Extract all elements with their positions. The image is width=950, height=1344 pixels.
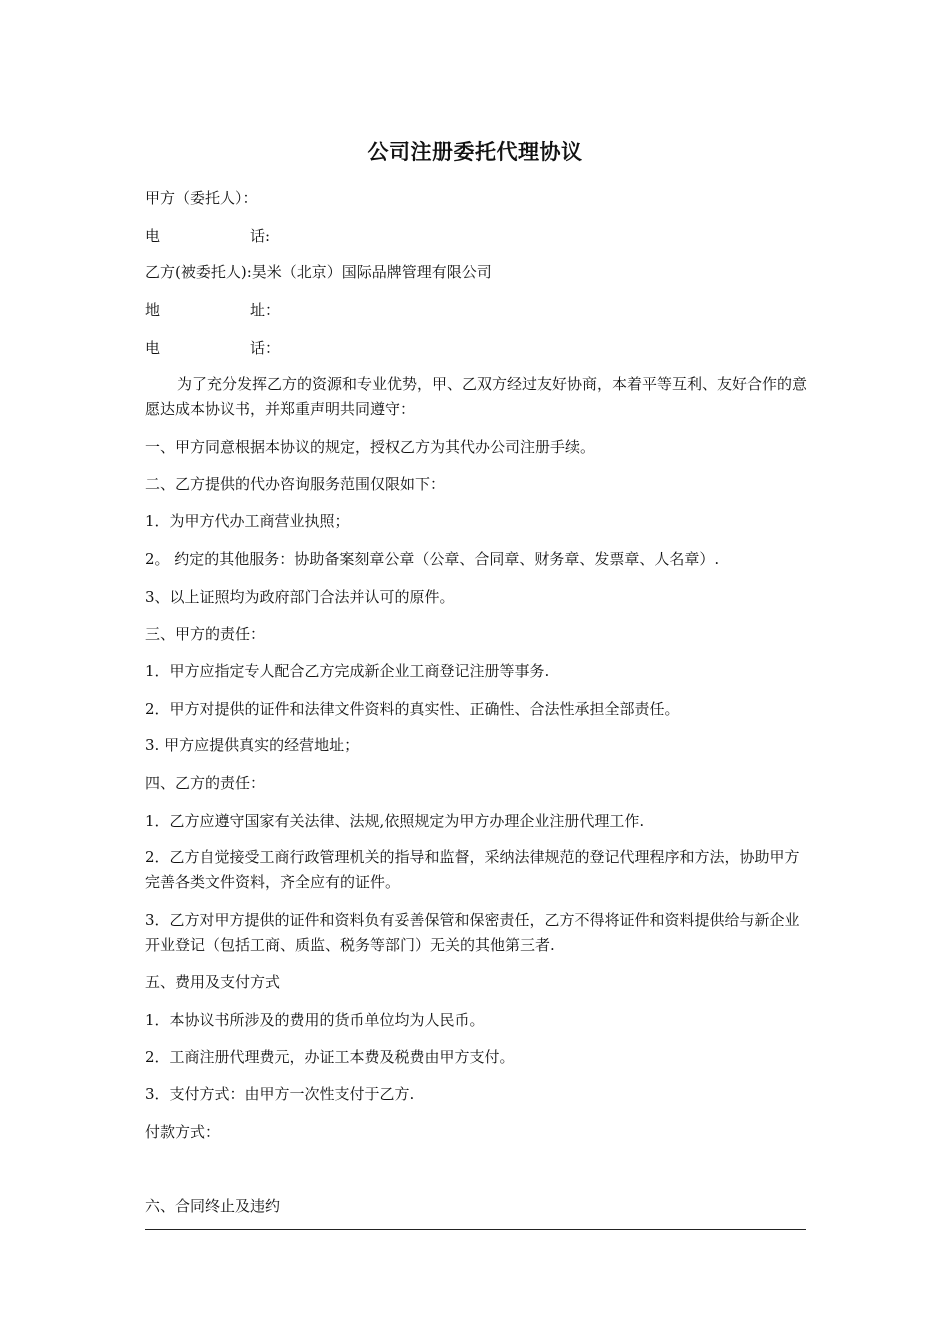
section-3-item-2: 2．甲方对提供的证件和法律文件资料的真实性、正确性、合法性承担全部责任。	[145, 700, 680, 718]
section-2-item-3: 3、以上证照均为政府部门合法并认可的原件。	[145, 588, 455, 606]
party-a-phone-char2: 话:	[250, 227, 271, 245]
section-2-item-2: 2。 约定的其他服务：协助备案刻章公章（公章、合同章、财务章、发票章、人名章）.	[145, 550, 720, 568]
party-a-label: 甲方（委托人）：	[145, 189, 258, 207]
party-b-phone	[145, 336, 810, 361]
party-b-address-char1: 地	[145, 301, 161, 319]
section-5-item-2: 2．工商注册代理费元，办证工本费及税费由甲方支付。	[145, 1048, 515, 1066]
section-5-item-1: 1．本协议书所涉及的费用的货币单位均为人民币。	[145, 1011, 485, 1029]
section-3-item-3: 3. 甲方应提供真实的经营地址；	[145, 736, 360, 754]
party-a-phone-char1: 电	[145, 227, 161, 245]
section-4-item-2: 2．乙方自觉接受工商行政管理机关的指导和监督，采纳法律规范的登记代理程序和方法，协助甲方完善各类文件资料，齐全应有的证件。	[145, 848, 800, 891]
document-title: 公司注册委托代理协议	[367, 140, 583, 164]
party-b-address-char2: 址：	[250, 301, 281, 319]
section-4-item-3: 3．乙方对甲方提供的证件和资料负有妥善保管和保密责任，乙方不得将证件和资料提供给与新企业开业登记（包括工商、质监、税务等部门）无关的其他第三者.	[145, 911, 800, 954]
page-bottom-rule	[145, 1229, 806, 1230]
section-3-item-1: 1．甲方应指定专人配合乙方完成新企业工商登记注册等事务.	[145, 662, 550, 680]
section-5-heading: 五、费用及支付方式	[145, 973, 281, 991]
section-2-item-1: 1．为甲方代办工商营业执照；	[145, 512, 350, 530]
payment-method-label: 付款方式：	[145, 1123, 221, 1141]
party-b-label: 乙方(被委托人):昊米（北京）国际品牌管理有限公司	[145, 263, 492, 281]
section-4-heading: 四、乙方的责任：	[145, 774, 266, 792]
section-6-heading: 六、合同终止及违约	[145, 1197, 281, 1215]
intro-paragraph: 为了充分发挥乙方的资源和专业优势，甲、乙双方经过友好协商，本着平等互利、友好合作的意愿达成本协议书，并郑重声明共同遵守：	[145, 375, 808, 418]
party-b-phone-char2: 话：	[250, 339, 281, 357]
section-3-heading: 三、甲方的责任：	[145, 625, 266, 643]
party-a-phone	[145, 224, 810, 249]
party-b-phone-char1: 电	[145, 339, 161, 357]
section-4-item-1: 1．乙方应遵守国家有关法律、法规,依照规定为甲方办理企业注册代理工作.	[145, 812, 645, 830]
section-5-item-3: 3．支付方式：由甲方一次性支付于乙方.	[145, 1085, 415, 1103]
section-1: 一、甲方同意根据本协议的规定，授权乙方为其代办公司注册手续。	[145, 438, 596, 456]
section-2-heading: 二、乙方提供的代办咨询服务范围仅限如下：	[145, 475, 446, 493]
party-b-address	[145, 298, 810, 323]
